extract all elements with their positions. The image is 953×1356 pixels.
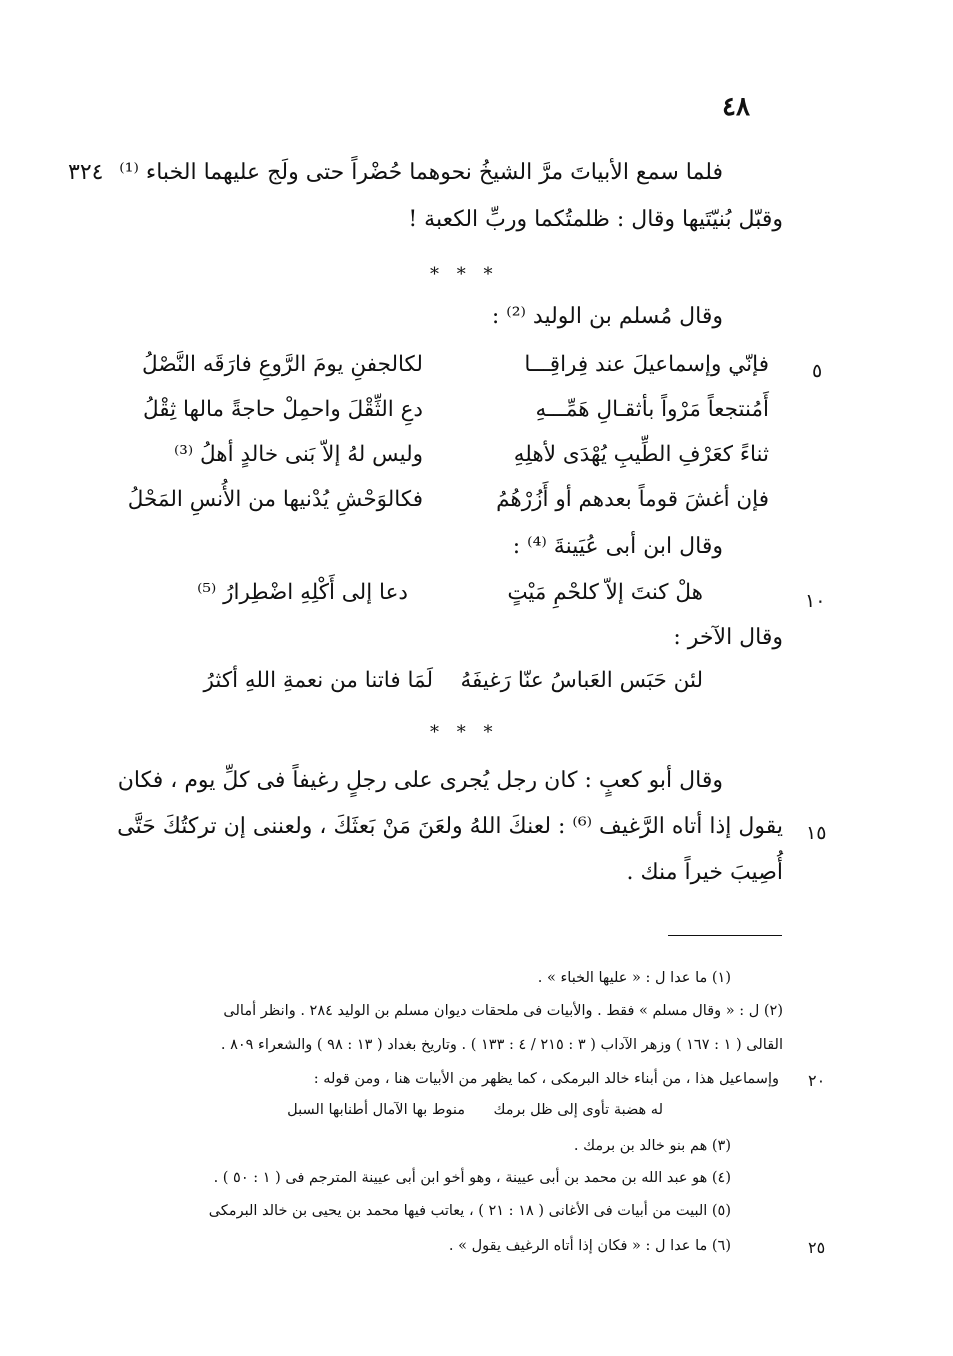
footnote: (٤) هو عبد الله بن محمد بن أبى عيينة ، وهو أخو ابن أبى عيينة المترجم فى ( ١ : ٥٠ ) . — [213, 1170, 731, 1186]
footnote-verse: منوط بها الآمال أطنابها السبل — [287, 1102, 465, 1118]
prose-line: أُصِيبَ خيراً منك . — [626, 860, 783, 885]
footnote: (٦) ما عدا ل : « فكان إذا أتاه الرغيف يقول » . — [448, 1238, 731, 1254]
poem-intro: وقال الآخر : — [673, 625, 783, 650]
line-number: ٥ — [812, 360, 823, 382]
verse-hemistich-first: ثناءً كعَرْفِ الطِّيبِ يُهْدَى لأهلِهِ — [513, 442, 769, 467]
line-number: ٢٥ — [808, 1238, 826, 1257]
prose-line: وقال أبو كعبٍ : كان رجل يُجرى على رجلٍ رغيفاً فى كلِّ يوم ، فكان — [117, 768, 723, 793]
footnote: القالى ( ١ : ١٦٧ ) وزهر الآداب ( ٣ : ٢١٥ / ٤ : ١٣٣ ) . وتاريخ بغداد ( ١٣ : ٩٨ ) والشعراء ٨٠٩ . — [220, 1037, 783, 1053]
line-number: ١٠ — [805, 590, 826, 612]
footnote: (١) ما عدا ل : « عليها الخباء » . — [537, 970, 731, 986]
footnote: وإسماعيل هذا ، من أبناء خالد البرمكى ، كما يظهر من الأبيات هنا ، ومن قوله : — [313, 1071, 779, 1087]
line-number: ٢٠ — [808, 1071, 826, 1090]
prose-line: وقبّل بُنيّتَيها وقال : ظلمتُكما وربِّ الكعبة ! — [408, 207, 783, 232]
footnote: (٢) ل : « وقال مسلم » فقط . والأبيات فى ملحقات ديوان مسلم بن الوليد ٢٨٤ . وانظر أمالى — [223, 1003, 783, 1019]
prose-line: فلما سمع الأبياتَ مرَّ الشيخُ نحوهما حُضْراً حتى ولَج عليهما الخباء ⁽¹⁾ — [119, 160, 723, 185]
poem-intro: وقال ابن أبى عُيَينةَ ⁽⁴⁾ : — [512, 534, 723, 559]
verse-hemistich-first: فإن أغشَ قوماً بعدهم أو أَزُرْهُمُ — [496, 487, 769, 512]
margin-reference: ٣٢٤ — [68, 160, 104, 185]
verse-hemistich-second: دعا إلى أَكْلِهِ اضْطِرارُ ⁽⁵⁾ — [197, 580, 408, 605]
verse-hemistich-second: وليس لهُ إلاّ بَنى خالدٍ أهلُ ⁽³⁾ — [174, 442, 423, 467]
verse-hemistich-second: دعِ الثِّقْلَ واحمِلْ حاجةً مالها ثِقْلُ — [143, 397, 423, 422]
verse-hemistich-second: لَمَا فاتنا من نعمةِ اللهِ أكثرُ — [203, 668, 433, 693]
verse-hemistich-first: فإنّي وإسماعيلَ عند فِراقِـــا — [524, 352, 769, 377]
footnote-divider — [668, 935, 782, 936]
poem-intro: وقال مُسلم بن الوليد ⁽²⁾ : — [491, 304, 723, 329]
section-separator: * * * — [430, 722, 499, 743]
footnote-verse: له هضبة تأوى إلى ظل برمك — [493, 1102, 663, 1118]
verse-hemistich-second: لكالجفنِ يومَ الرَّوعِ فارَقَه النَّصْلُ — [142, 352, 423, 377]
prose-line: يقول إذا أتاه الرَّغيف ⁽⁶⁾ : لعنكَ اللهُ ولعَنَ مَنْ بَعثَكَ ، ولعننى إن تركتُكَ حَتَّى — [117, 814, 783, 839]
line-number: ١٥ — [806, 822, 827, 844]
verse-hemistich-second: فكالوَحْشِ يُدْنيها من الأُنسِ المَحْلُ — [127, 487, 423, 512]
verse-hemistich-first: أَمُنتجعاً مَرْواً بأثقـالِ هَمِّـــهِ — [535, 397, 769, 422]
footnote: (٣) هم بنو خالد بن برمك . — [573, 1138, 731, 1154]
verse-hemistich-first: هلْ كنتَ إلاّ كلحْمِ مَيْتٍ — [507, 580, 703, 605]
page-number: ٤٨ — [722, 92, 750, 122]
footnote: (٥) البيت من أبيات فى الأغانى ( ١٨ : ٢١ ) ، يعاتب فيها محمد بن يحيى بن خالد البرمكى — [208, 1203, 731, 1219]
section-separator: * * * — [430, 264, 499, 285]
verse-hemistich-first: لئن حَبَس العَباسُ عنّا رَغيفَهُ — [460, 668, 703, 693]
